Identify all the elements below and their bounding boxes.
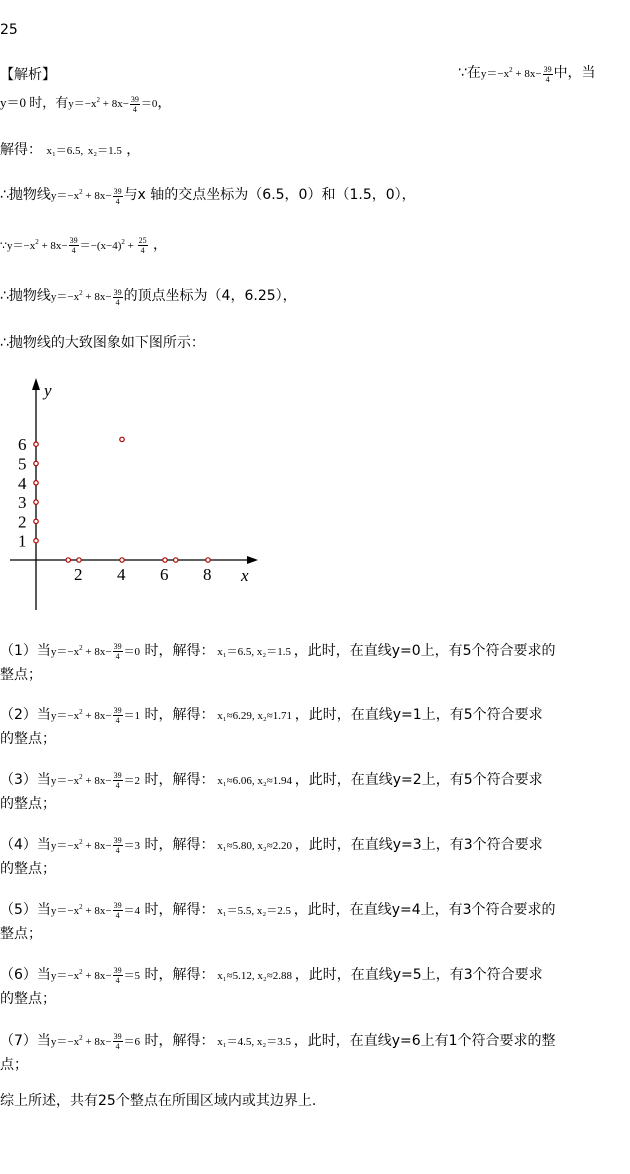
analysis-label: 【解析】	[0, 67, 56, 83]
y-tick-label: 6	[18, 435, 27, 455]
lattice-point	[120, 558, 124, 562]
graph-intro: ∴抛物线的大致图象如下图所示：	[0, 335, 205, 351]
case-x2: x₂＝3.5	[256, 1036, 294, 1048]
case-x2: x₂≈2.20	[257, 840, 295, 852]
case-mid: 时，解得：	[140, 643, 215, 659]
x-tick-label: 6	[160, 565, 169, 584]
intro-right	[458, 62, 596, 86]
case-line-7: （7）当$y=-x^2 + 8x-$ $\frac{39}{4}$ ＝6 时，解得： x₁＝4.5, x₂＝3.5 ，此时，在直线y=6上有1个符合要求的整	[0, 1031, 556, 1051]
y-axis-label: y	[44, 381, 52, 400]
case-tail: ，此时，在直线y=5上，有3个符合要求	[294, 967, 543, 983]
vertex-prefix: ∴抛物线	[0, 288, 51, 304]
y-axis-arrow	[32, 378, 40, 390]
case-x1: x₁≈5.12,	[214, 970, 258, 982]
case-prefix: （4）当	[0, 837, 51, 853]
equation: $y=-x^2 + 8x-$ $\frac{39}{4}$	[50, 287, 122, 307]
case-x1: x₁＝6.5,	[214, 646, 257, 658]
lattice-point	[163, 558, 167, 562]
case-prefix: （6）当	[0, 967, 51, 983]
case-x2: x₂＝2.5	[256, 905, 294, 917]
y-tick-label: 5	[18, 454, 27, 474]
case-tail: ，此时，在直线y=2上，有5个符合要求	[294, 772, 543, 788]
case-x1: x₁≈6.06,	[214, 775, 258, 787]
solve-prefix: 解得：	[0, 142, 42, 158]
intersection-prefix: ∴抛物线	[0, 187, 51, 203]
lattice-point	[206, 558, 210, 562]
lattice-point	[77, 558, 81, 562]
case-mid: 时，解得：	[140, 1033, 215, 1049]
case-line-1-cont: 整点；	[0, 667, 42, 683]
lattice-point	[120, 437, 124, 441]
case-x2: x₂≈1.94	[257, 775, 295, 787]
solve-line	[0, 139, 140, 162]
case-x1: x₁≈5.80,	[214, 840, 258, 852]
lattice-point	[34, 519, 38, 523]
intro-right-suffix: 中，当	[553, 65, 596, 81]
case-mid: 时，解得：	[140, 837, 215, 853]
lattice-point	[34, 500, 38, 504]
case-prefix: （3）当	[0, 772, 51, 788]
solve-suffix: ，	[126, 142, 141, 158]
vf-eq: ＝−(x−4)	[79, 240, 122, 252]
equation: $y=-x^2 + 8x-$ $\frac{39}{4}$ ＝0	[68, 94, 158, 114]
vf-plus: +	[124, 240, 137, 252]
case-line-4-cont: 的整点；	[0, 861, 56, 877]
x-tick-label: 2	[74, 565, 83, 584]
vertex-line	[0, 285, 297, 309]
solve-x1: x₁＝6.5,	[46, 145, 84, 157]
case-x2: x₂≈1.71	[257, 710, 295, 722]
intro-line2	[0, 92, 171, 116]
case-tail: ，此时，在直线y=3上，有3个符合要求	[294, 837, 543, 853]
case-line-5-cont: 整点；	[0, 926, 42, 942]
case-tail: ，此时，在直线y=0上，有5个符合要求的	[293, 643, 556, 659]
lattice-point	[34, 461, 38, 465]
intersection-text: 与x 轴的交点坐标为（6.5，0）和（1.5，0），	[123, 187, 416, 203]
x-tick-label: 4	[117, 565, 126, 584]
y-tick-label: 3	[18, 493, 27, 513]
case-line-5: （5）当$y=-x^2 + 8x-$ $\frac{39}{4}$ ＝4 时，解得： x₁＝5.5, x₂＝2.5 ，此时，在直线y=4上，有3个符合要求的	[0, 900, 556, 920]
case-tail: ，此时，在直线y=4上，有3个符合要求的	[293, 902, 556, 918]
case-line-4: （4）当$y=-x^2 + 8x-$ $\frac{39}{4}$ ＝3 时，解得： x₁≈5.80, x₂≈2.20 ，此时，在直线y=3上，有3个符合要求	[0, 835, 543, 855]
case-line-6: （6）当$y=-x^2 + 8x-$ $\frac{39}{4}$ ＝5 时，解得： x₁≈5.12, x₂≈2.88 ，此时，在直线y=5上，有3个符合要求	[0, 965, 543, 985]
case-line-3-cont: 的整点；	[0, 796, 56, 812]
case-line-7-cont: 点；	[0, 1057, 28, 1073]
case-x1: x₁≈6.29,	[214, 710, 258, 722]
case-x2: x₂≈2.88	[257, 970, 295, 982]
case-prefix: （5）当	[0, 902, 51, 918]
case-x1: x₁＝5.5,	[214, 905, 257, 917]
case-line-2: （2）当$y=-x^2 + 8x-$ $\frac{39}{4}$ ＝1 时，解得： x₁≈6.29, x₂≈1.71 ，此时，在直线y=1上，有5个符合要求	[0, 705, 543, 725]
case-prefix: （7）当	[0, 1033, 51, 1049]
conclusion: 综上所述，共有25个整点在所围区域内或其边界上.	[0, 1093, 317, 1109]
x-axis-arrow	[247, 556, 258, 564]
lattice-point	[34, 442, 38, 446]
vertex-form-line: $\because y=-x^2 + 8x-$ $\frac{39}{4}$ $=-(x-4)^2$ + $\frac{25}{4}$ ，	[0, 235, 168, 255]
y-tick-label: 1	[18, 531, 27, 551]
line2-suffix: ，	[157, 95, 172, 111]
lattice-point	[34, 481, 38, 485]
equation: $y=-x^2 + 8x-$ $\frac{39}{4}$	[480, 64, 552, 84]
lattice-point	[66, 558, 70, 562]
case-line-6-cont: 的整点；	[0, 991, 56, 1007]
y-tick-label: 4	[18, 473, 27, 493]
case-mid: 时，解得：	[140, 707, 215, 723]
solve-x2: x₂＝1.5	[87, 145, 122, 157]
case-line-1: （1）当$y=-x^2 + 8x-$ $\frac{39}{4}$ ＝0 时，解得： x₁＝6.5, x₂＝1.5 ，此时，在直线y=0上，有5个符合要求的	[0, 641, 556, 661]
case-line-3: （3）当$y=-x^2 + 8x-$ $\frac{39}{4}$ ＝2 时，解得： x₁≈6.06, x₂≈1.94 ，此时，在直线y=2上，有5个符合要求	[0, 770, 543, 790]
lattice-point	[174, 558, 178, 562]
vf-suffix: ，	[153, 237, 168, 253]
case-x1: x₁＝4.5,	[214, 1036, 257, 1048]
vf-frac-39-4: $\frac{39}{4}$	[69, 235, 78, 255]
intro-right-prefix: ∵在	[458, 65, 481, 81]
case-line-2-cont: 的整点；	[0, 731, 56, 747]
case-mid: 时，解得：	[140, 902, 215, 918]
y-tick-label: 2	[18, 512, 27, 532]
x-tick-label: 8	[203, 565, 212, 584]
case-mid: 时，解得：	[140, 967, 215, 983]
vf-mid: + 8x−	[38, 240, 68, 252]
vertex-text: 的顶点坐标为（4，6.25），	[123, 288, 297, 304]
question-number: 25	[0, 22, 18, 38]
x-axis-label: x	[241, 566, 249, 585]
case-x2: x₂＝1.5	[256, 646, 294, 658]
line2-prefix: y＝0 时，有	[0, 95, 69, 110]
case-tail: ，此时，在直线y=6上有1个符合要求的整	[293, 1033, 556, 1049]
lattice-point	[34, 539, 38, 543]
case-prefix: （2）当	[0, 707, 51, 723]
intersection-line	[0, 184, 416, 208]
case-prefix: （1）当	[0, 643, 51, 659]
case-mid: 时，解得：	[140, 772, 215, 788]
parabola-graph	[0, 372, 270, 617]
equation: $y=-x^2 + 8x-$ $\frac{39}{4}$	[50, 186, 122, 206]
case-tail: ，此时，在直线y=1上，有5个符合要求	[294, 707, 543, 723]
vf-prefix: ∵y＝−x	[0, 240, 36, 252]
vf-frac-25-4: $\frac{25}{4}$	[138, 235, 147, 255]
